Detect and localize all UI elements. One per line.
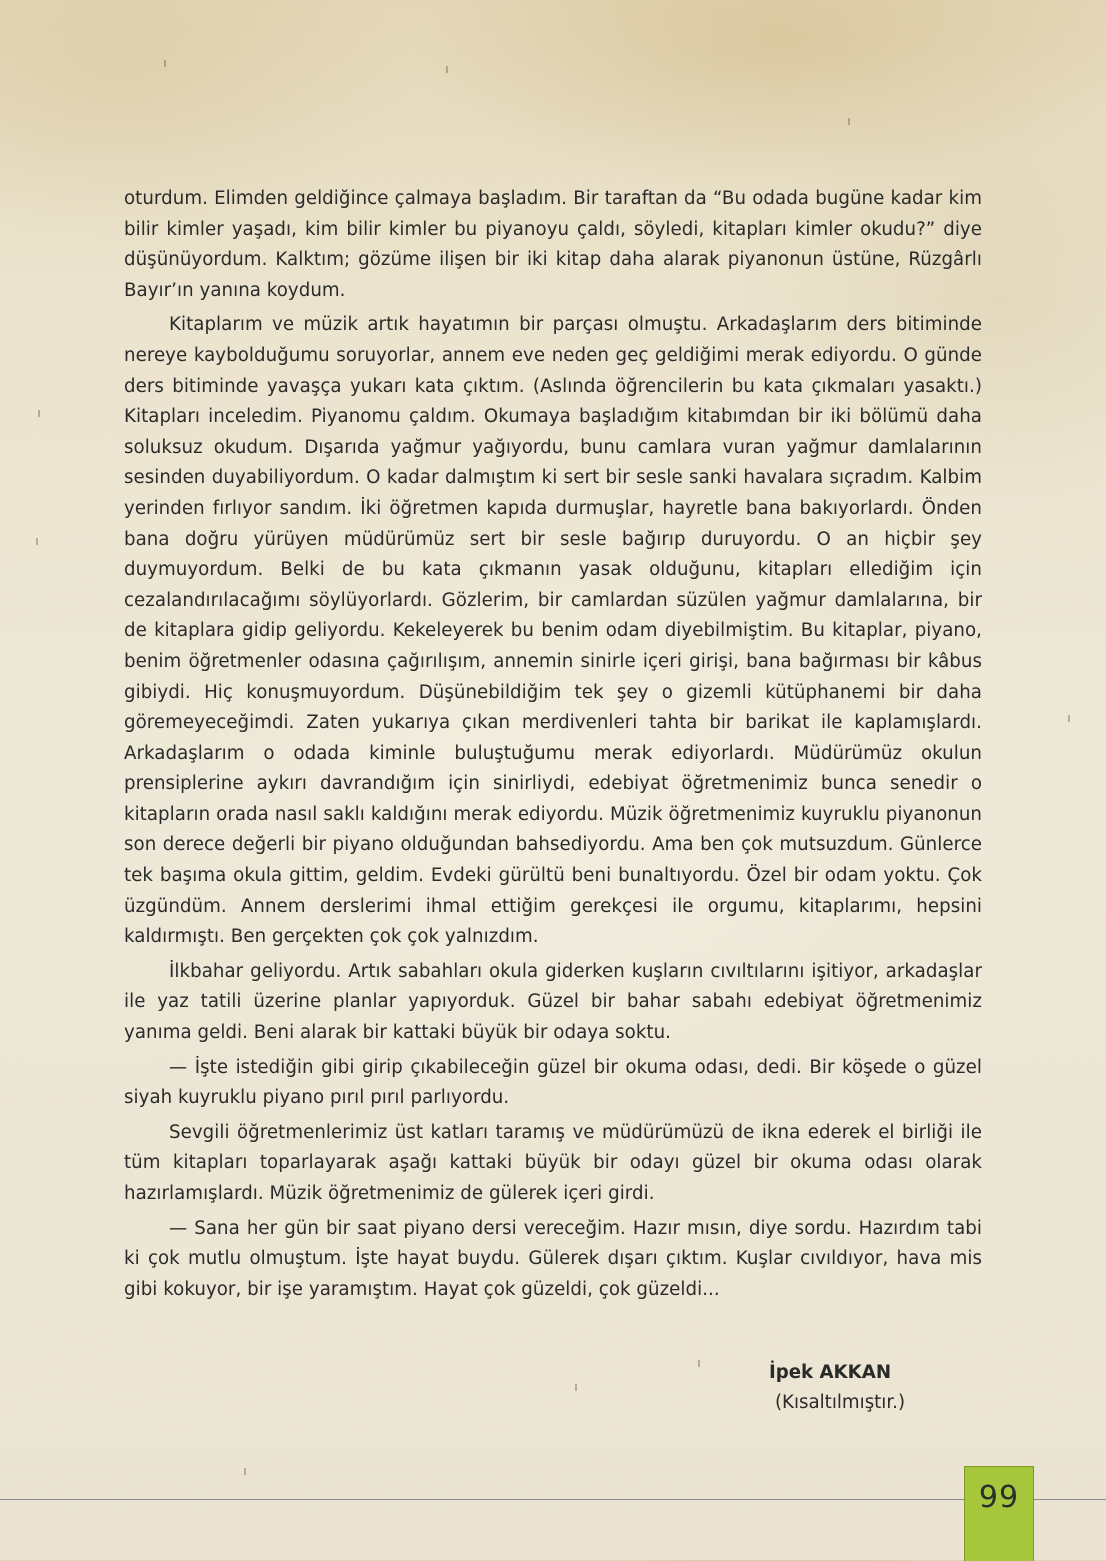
paper-speck	[848, 118, 850, 125]
paragraph-4: — İşte istediğin gibi girip çıkabileceğin güzel bir okuma odası, dedi. Bir köşede o güzel siyah kuyruklu piyano pırıl pırıl parlıyordu.	[124, 1056, 982, 1109]
paper-speck	[164, 60, 166, 67]
story-text-body	[124, 184, 982, 1305]
paper-speck	[698, 1360, 700, 1367]
paper-speck	[1068, 715, 1070, 722]
paper-speck	[446, 66, 448, 73]
paper-speck	[575, 1384, 577, 1391]
paragraph-2: Kitaplarım ve müzik artık hayatımın bir parçası olmuştu. Arkadaşlarım ders bitiminde nereye kaybolduğumu soruyorlar, annem eve neden geç geldiğimi merak ediyordu. O günde ders bitiminde yavaşça yukarı kata çıktım. (Aslında öğrencilerin bu kata çıkmaları yasaktı.) Kitapları inceledim. Piyanomu çaldım. Okumaya başladığım kitabımdan bir iki bölümü daha soluksuz okudum. Dışarıda yağmur yağıyordu, bunu camlara vuran yağmur damlalarının sesinden duyabiliyordum. O kadar dalmıştım ki sert bir sesle sanki havalara sıçradım. Kalbim yerinden fırlıyor sandım. İki öğretmen kapıda durmuşlar, hayretle bana bakıyorlardı. Önden bana doğru yürüyen müdürümüz sert bir sesle bağırıp duruyordu. O an hiçbir şey duymuyordum. Belki de bu kata çıkmanın yasak olduğunu, kitapları ellediğim için cezalandırılacağımı söylüyorlardı. Gözlerim, bir camlardan süzülen yağmur damlalarına, bir de kitaplara gidip geliyordu. Kekeleyerek bu benim odam diyebilmiştim. Bu kitaplar, piyano, benim öğretmenler odasına çağırılışım, annemin sinirle içeri girişi, bana bağırması bir kâbus gibiydi. Hiç konuşmuyordum. Düşünebildiğim tek şey o gizemli kütüphanemi bir daha göremeyeceğimdi. Zaten yukarıya çıkan merdivenleri tahta bir barikat ile kaplamışlardı. Arkadaşlarım o odada kiminle buluştuğumu merak ediyorlardı. Müdürümüz okulun prensiplerine aykırı davrandığım için sinirliydi, edebiyat öğretmenimiz bunca senedir o kitapların orada nasıl saklı kaldığını merak ediyordu. Müzik öğretmenimiz kuyruklu piyanonun son derece değerli bir piyano olduğundan bahsediyordu. Ama ben çok mutsuzdum. Günlerce tek başıma okula gittim, geldim. Evdeki gürültü beni bunaltıyordu. Özel bir odam yoktu. Çok üzgündüm. Annem derslerimi ihmal ettiğim gerekçesi ile orgumu, kitaplarımı, hepsini kaldırmıştı. Ben gerçekten çok çok yalnızdım.	[124, 314, 982, 948]
author-name: İpek AKKAN	[768, 1362, 892, 1383]
paper-speck	[36, 538, 38, 545]
page-number: 99	[978, 1480, 1020, 1515]
footer-rule	[0, 1499, 1106, 1500]
paper-speck	[244, 1468, 246, 1475]
paragraph-1: oturdum. Elimden geldiğince çalmaya başladım. Bir taraftan da “Bu odada bugüne kadar kim bilir kimler yaşadı, kim bilir kimler bu piyanoyu çaldı, söyledi, kitapları kimler okudu?” diye düşünüyordum. Kalktım; gözüme ilişen bir iki kitap daha alarak piyanonun üstüne, Rüzgârlı Bayır’ın yanına koydum.	[124, 188, 982, 301]
paragraph-5: Sevgili öğretmenlerimiz üst katları taramış ve müdürümüzü de ikna ederek el birliği ile tüm kitapları toparlayarak aşağı kattaki büyük bir odayı güzel bir okuma odası olarak hazırlamışlardı. Müzik öğretmenimiz de gülerek içeri girdi.	[124, 1121, 982, 1204]
paragraph-6: — Sana her gün bir saat piyano dersi vereceğim. Hazır mısın, diye sordu. Hazırdım tabi ki çok mutlu olmuştum. İşte hayat buydu. Gülerek dışarı çıktım. Kuşlar cıvıldıyor, hava mis gibi kokuyor, bir işe yaramıştım. Hayat çok güzeldi, çok güzeldi...	[124, 1217, 982, 1300]
abridged-note: (Kısaltılmıştır.)	[774, 1392, 906, 1413]
paper-speck	[38, 410, 40, 417]
paragraph-3: İlkbahar geliyordu. Artık sabahları okula giderken kuşların cıvıltılarını işitiyor, arkadaşlar ile yaz tatili üzerine planlar yapıyorduk. Güzel bir bahar sabahı edebiyat öğretmenimiz yanıma geldi. Beni alarak bir kattaki büyük bir odaya soktu.	[124, 960, 982, 1044]
